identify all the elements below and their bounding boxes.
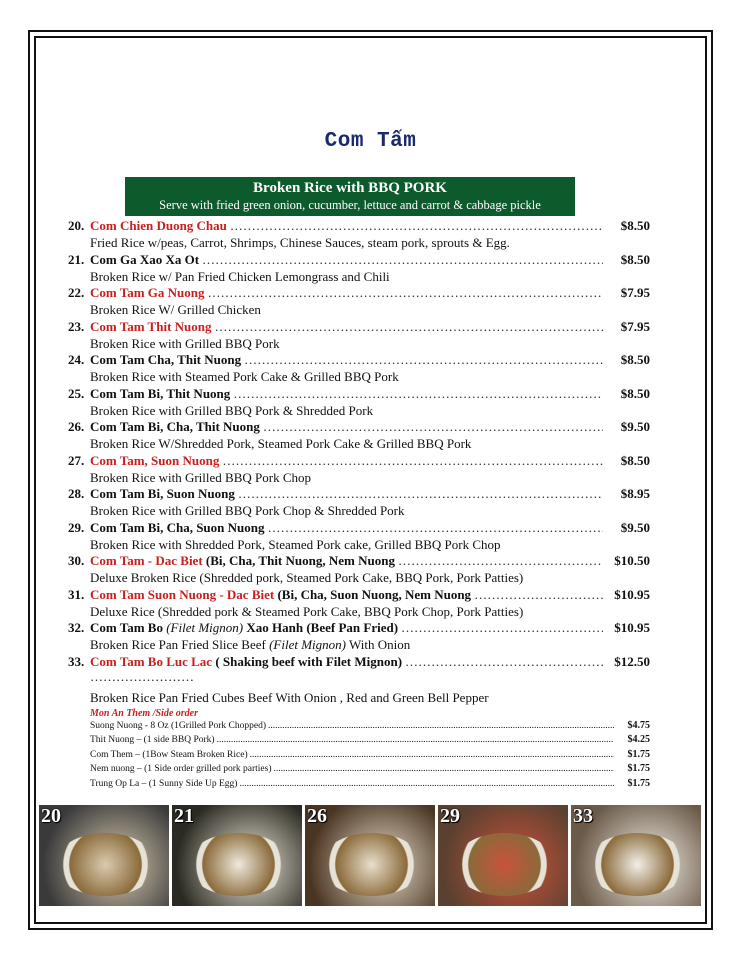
item-name-text: Com Tam, Suon Nuong (90, 452, 220, 468)
item-price: $8.95 (620, 486, 650, 501)
side-order-item (68, 778, 650, 793)
menu-item-line (68, 285, 650, 302)
item-description: Deluxe Broken Rice (Shredded pork, Steamed Pork Cake, BBQ Pork, Pork Patties) (90, 570, 524, 585)
leader-dots (215, 319, 604, 335)
item-name-text: Com Tam - Dac Biet (90, 553, 203, 568)
item-price: $10.95 (614, 620, 650, 635)
item-description: Broken Rice with Shredded Pork, Steamed Pork cake, Grilled BBQ Pork Chop (90, 536, 501, 552)
plate-graphic (587, 833, 688, 896)
item-price: $8.50 (620, 218, 650, 233)
side-order-price: $1.75 (627, 748, 650, 760)
item-name (90, 352, 241, 368)
item-description: Broken Rice with Grilled BBQ Pork Chop & Shredded Pork (90, 503, 405, 518)
menu-item-line (68, 587, 650, 604)
item-number: 24. (68, 352, 85, 367)
item-name (90, 252, 199, 268)
side-order-price: $1.75 (627, 763, 650, 774)
menu-item-line (68, 319, 650, 336)
leader-dots (267, 520, 603, 536)
menu-item (68, 553, 650, 587)
item-description: Broken Rice with Grilled BBQ Pork Chop (90, 469, 311, 485)
banner-subtitle: Serve with fried green onion, cucumber, lettuce and carrot & cabbage pickle (159, 198, 541, 212)
side-order-price: $1.75 (627, 777, 650, 789)
menu-item (68, 520, 650, 554)
item-name-part: Xao Hanh (Beef Pan Fried) (243, 620, 399, 635)
item-name (90, 620, 398, 636)
item-number: 26. (68, 419, 85, 434)
item-description: Broken Rice W/ Grilled Chicken (90, 302, 261, 317)
item-number: 32. (68, 620, 85, 635)
item-name (90, 285, 205, 301)
side-order-heading: Mon An Them /Side order (90, 707, 198, 719)
plate-graphic (454, 833, 555, 896)
side-order-item (68, 734, 650, 749)
item-name (90, 553, 395, 569)
item-price: $10.95 (614, 586, 650, 602)
leader-dots: …………………… (90, 668, 194, 684)
item-price: $9.50 (620, 419, 650, 434)
menu-item-line (68, 218, 650, 235)
leader-dots (250, 750, 614, 760)
item-name-text: Com Tam Suon Nuong - Dac Biet (90, 586, 275, 602)
item-description: Broken Rice with Grilled BBQ Pork (90, 335, 280, 351)
item-description (68, 637, 650, 653)
item-number: 21. (68, 251, 85, 267)
item-name-detail: ( Shaking beef with Filet Mignon) (212, 653, 403, 669)
side-order-name: Nem nuong – (1 Side order grilled pork parties) (90, 764, 272, 774)
item-name-text: Com Tam Bi, Cha, Thit Nuong (90, 419, 260, 434)
item-name-text: Com Ga Xao Xa Ot (90, 251, 200, 267)
leader-dots (405, 654, 603, 670)
item-number: 29. (68, 519, 85, 535)
photo-label: 33 (573, 805, 593, 827)
menu-item (68, 587, 650, 621)
menu-item (68, 285, 650, 319)
photo-strip (39, 805, 701, 906)
item-name (90, 486, 235, 502)
item-number: 31. (68, 586, 85, 602)
leader-dots (274, 764, 614, 774)
item-number: 33. (68, 653, 85, 669)
plate-graphic (188, 833, 289, 896)
menu-item-line (68, 654, 650, 671)
item-name (90, 419, 260, 435)
food-photo (438, 805, 568, 906)
leader-dots (398, 553, 603, 569)
leader-dots (239, 779, 614, 789)
menu-item-line (68, 252, 650, 269)
side-order-name: Thit Nuong – (1 side BBQ Pork) (90, 735, 215, 745)
food-photo (305, 805, 435, 906)
item-name (90, 319, 212, 335)
item-price: $8.50 (620, 251, 650, 267)
menu-item-line (68, 620, 650, 637)
menu-item (68, 319, 650, 353)
photo-label: 21 (174, 805, 194, 827)
item-description: Broken Rice with Grilled BBQ Pork & Shredded Pork (90, 402, 374, 418)
item-price: $8.50 (620, 352, 650, 367)
item-name (90, 218, 227, 234)
item-description: Broken Rice W/Shredded Pork, Steamed Pork Cake & Grilled BBQ Pork (90, 436, 472, 451)
item-description: Broken Rice Pan Fried Cubes Beef With Onion , Red and Green Bell Pepper (90, 689, 489, 705)
item-price: $8.50 (620, 385, 650, 401)
item-name-text: Com Tam Cha, Thit Nuong (90, 352, 242, 367)
menu-item (68, 352, 650, 386)
item-number: 30. (68, 553, 85, 568)
menu-item (68, 486, 650, 520)
menu-item (68, 620, 650, 654)
item-name (90, 520, 264, 536)
item-name (90, 453, 219, 469)
menu-item-line (68, 453, 650, 470)
item-name-text: Com Chien Duong Chau (90, 218, 227, 233)
plate-graphic (55, 833, 156, 896)
item-description: Broken Rice w/ Pan Fried Chicken Lemongrass and Chili (90, 268, 390, 284)
food-photo (172, 805, 302, 906)
menu-item (68, 419, 650, 453)
page-title: Com Tấm (324, 130, 417, 153)
leader-dots (202, 252, 603, 268)
leader-dots (217, 735, 614, 745)
leader-dots (238, 486, 603, 502)
item-name-text: Com Tam Bi, Suon Nuong (90, 486, 235, 501)
leader-dots (208, 285, 604, 301)
leader-dots (268, 721, 614, 731)
item-description: Fried Rice w/peas, Carrot, Shrimps, Chinese Sauces, steam pork, sprouts & Egg. (90, 235, 510, 250)
item-number: 25. (68, 385, 85, 401)
side-order-price: $4.25 (627, 734, 650, 745)
item-name-text: Com Tam Ga Nuong (90, 285, 205, 300)
side-order-item (68, 763, 650, 778)
leader-dots (230, 218, 603, 234)
item-price: $10.50 (614, 553, 650, 568)
menu-item-line (68, 486, 650, 503)
side-order-price: $4.75 (627, 719, 650, 731)
menu-list (68, 218, 650, 792)
menu-item-line (68, 352, 650, 369)
plate-graphic (321, 833, 422, 896)
side-order-item (68, 720, 650, 735)
menu-item-line (68, 419, 650, 436)
leader-dots (401, 620, 603, 636)
leader-dots (233, 386, 603, 402)
leader-dots (474, 587, 603, 603)
item-name-detail: (Bi, Cha, Thit Nuong, Nem Nuong (202, 553, 395, 568)
food-photo (571, 805, 701, 906)
food-photo (39, 805, 169, 906)
item-price: $12.50 (614, 653, 650, 669)
section-banner (125, 177, 575, 216)
leader-dots (222, 453, 603, 469)
leader-dots (244, 352, 603, 368)
photo-label: 29 (440, 805, 460, 827)
item-number: 22. (68, 285, 85, 300)
item-name-part: Com Tam Bo (90, 620, 167, 635)
banner-title: Broken Rice with BBQ PORK (253, 180, 447, 196)
desc-italic: (Filet Mignon) (269, 637, 346, 652)
side-order-name: Suong Nuong - 8 Oz (1Grilled Pork Chopped) (90, 720, 266, 731)
side-order-name: Trung Op La – (1 Sunny Side Up Egg) (90, 778, 238, 789)
item-description: Deluxe Rice (Shredded pork & Steamed Pork Cake, BBQ Pork Chop, Pork Patties) (90, 603, 524, 619)
item-name-text: Com Tam Bi, Cha, Suon Nuong (90, 519, 265, 535)
photo-label: 20 (41, 805, 61, 827)
photo-label: 26 (307, 805, 327, 827)
menu-item-line (68, 520, 650, 537)
item-number: 28. (68, 486, 85, 501)
side-order-name: Com Them – (1Bow Steam Broken Rice) (90, 749, 248, 760)
item-number: 27. (68, 452, 85, 468)
menu-item (68, 252, 650, 286)
menu-item (68, 654, 650, 707)
menu-item-line (68, 386, 650, 403)
leader-dots (263, 419, 603, 435)
item-number: 20. (68, 218, 85, 233)
desc-part: Broken Rice Pan Fried Slice Beef (90, 637, 270, 652)
item-price: $7.95 (620, 285, 650, 300)
item-name (90, 386, 230, 402)
item-price: $9.50 (620, 519, 650, 535)
item-description: Broken Rice with Steamed Pork Cake & Grilled BBQ Pork (90, 369, 399, 384)
item-name-text: Com Tam Thit Nuong (90, 318, 212, 334)
menu-item (68, 453, 650, 487)
item-name-text: Com Tam Bo Luc Lac (90, 653, 213, 669)
menu-item (68, 218, 650, 252)
item-name-text: Com Tam Bi, Thit Nuong (90, 385, 231, 401)
item-name (90, 587, 471, 603)
menu-item (68, 386, 650, 420)
item-price: $8.50 (620, 452, 650, 468)
item-name (90, 654, 402, 670)
item-name-detail: (Bi, Cha, Suon Nuong, Nem Nuong (274, 586, 472, 602)
desc-part: With Onion (345, 637, 411, 652)
item-number: 23. (68, 318, 85, 334)
side-order-item (68, 749, 650, 764)
menu-item-line (68, 553, 650, 570)
item-name-italic: (Filet Mignon) (166, 620, 244, 635)
item-price: $7.95 (620, 318, 650, 334)
